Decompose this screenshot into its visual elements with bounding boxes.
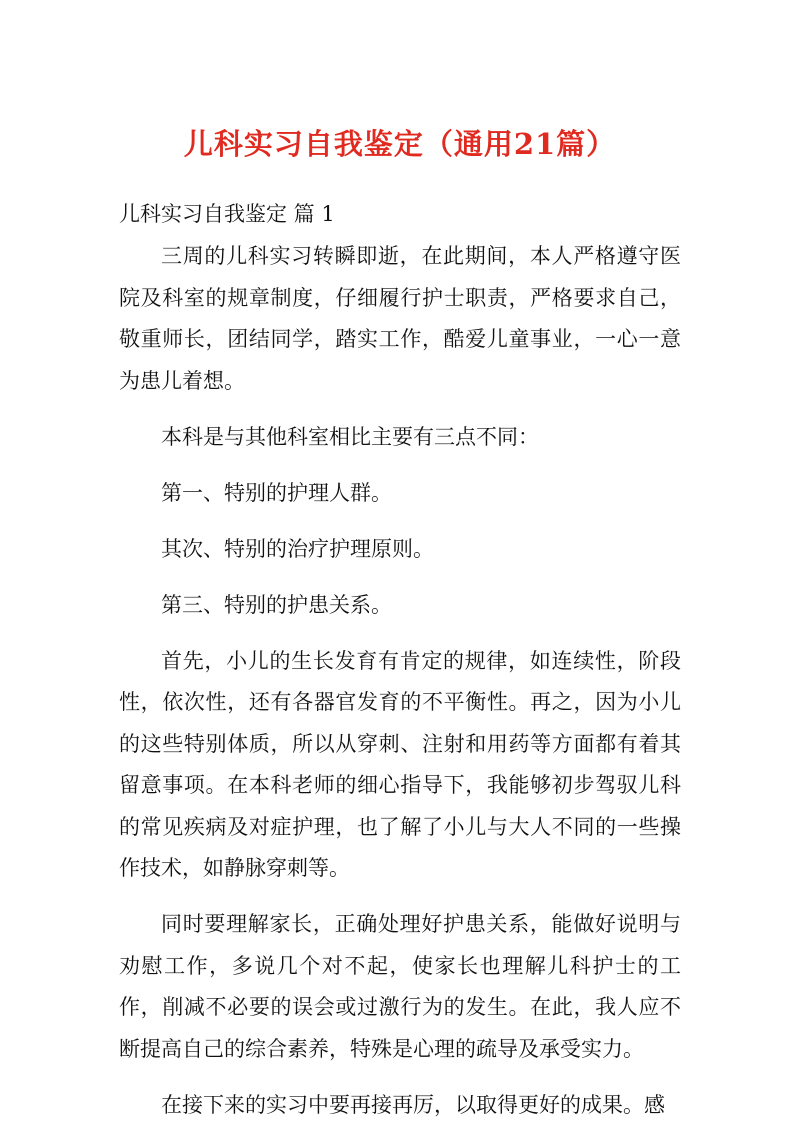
paragraph: 同时要理解家长，正确处理好护患关系，能做好说明与劝慰工作，多说几个对不起，使家长也理解儿科护士的工作，削减不必要的误会或过激行为的发生。在此，我人应不断提高自己的综合素养，特殊是心理的疏导及承受实力。 bbox=[119, 912, 681, 1061]
paragraph: 三周的儿科实习转瞬即逝，在此期间，本人严格遵守医院及科室的规章制度，仔细履行护士职责，严格要求自己，敬重师长，团结同学，踏实工作，酷爱儿童事业，一心一意为患儿着想。 bbox=[119, 244, 681, 393]
paragraph: 其次、特别的治疗护理原则。 bbox=[161, 536, 434, 561]
document-body bbox=[119, 236, 681, 1126]
section-heading: 儿科实习自我鉴定 篇 1 bbox=[119, 202, 335, 226]
paragraph: 本科是与其他科室相比主要有三点不同： bbox=[161, 424, 539, 449]
paragraph: 首先，小儿的生长发育有肯定的规律，如连续性，阶段性，依次性，还有各器官发育的不平衡性。再之，因为小儿的这些特别体质，所以从穿刺、注射和用药等方面都有着其留意事项。在本科老师的细心指导下，我能够初步驾驭儿科的常见疾病及对症护理，也了解了小儿与大人不同的一些操作技术，如静脉穿刺等。 bbox=[119, 648, 681, 880]
document-title: 儿科实习自我鉴定（通用21篇） bbox=[183, 127, 617, 161]
paragraph: 第三、特别的护患关系。 bbox=[161, 592, 392, 617]
paragraph: 第一、特别的护理人群。 bbox=[161, 480, 392, 505]
paragraph: 在接下来的实习中要再接再厉，以取得更好的成果。感 bbox=[161, 1092, 665, 1117]
